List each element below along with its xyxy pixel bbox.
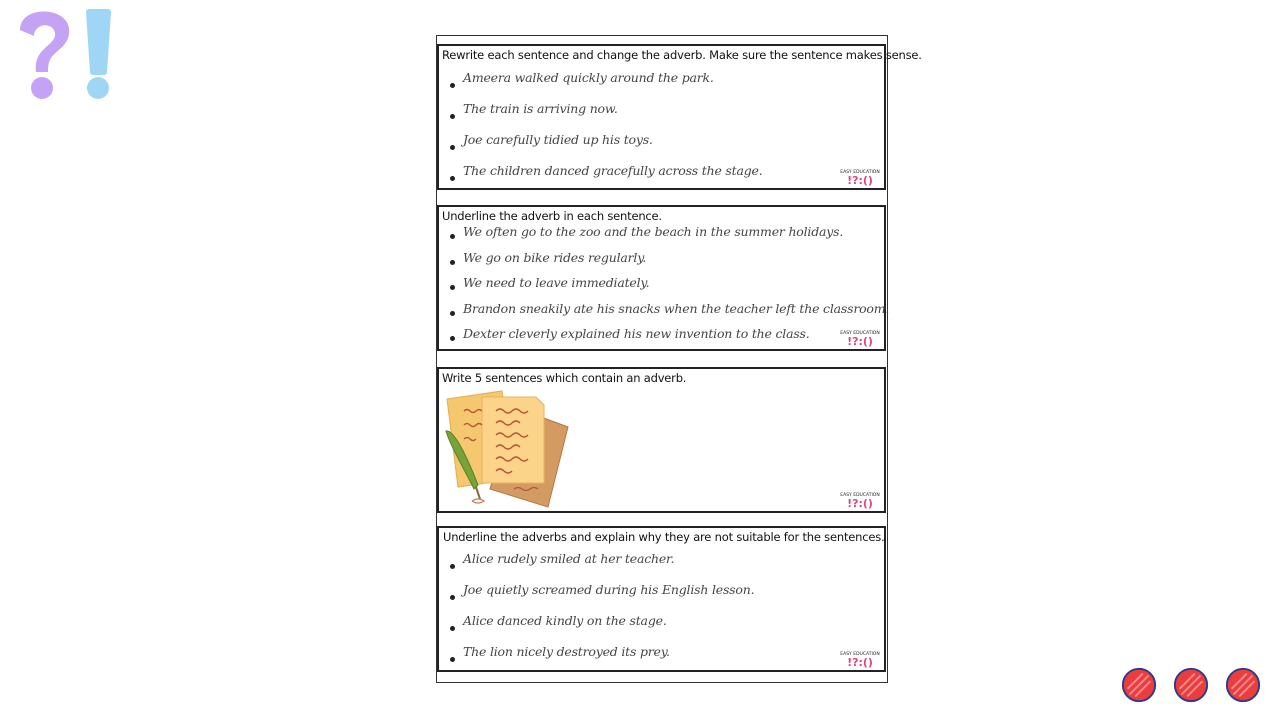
easy-education-logo — [838, 491, 882, 509]
sentence-item: The children danced gracefully across the stage. — [449, 163, 762, 194]
sentence-item: Alice rudely smiled at her teacher. — [449, 551, 754, 582]
sentence-item: Joe quietly screamed during his English lesson. — [449, 582, 754, 613]
sentence-list — [449, 551, 754, 675]
easy-education-logo — [838, 168, 882, 186]
logo-text-bottom: !?:() — [847, 497, 873, 509]
scribble-dot-icon[interactable] — [1172, 666, 1210, 704]
logo-text-top: EASY EDUCATION — [840, 493, 880, 498]
sentence-item: Brandon sneakily ate his snacks when the teacher left the classroom. — [449, 301, 889, 327]
sentence-list — [449, 224, 889, 352]
sentence-item: The lion nicely destroyed its prey. — [449, 644, 754, 675]
logo-text-top: EASY EDUCATION — [840, 170, 880, 175]
task-card-rewrite — [437, 44, 922, 190]
task-title: Rewrite each sentence and change the adverb. Make sure the sentence makes sense. — [442, 48, 922, 62]
task-title: Underline the adverbs and explain why they are not suitable for the sentences. — [443, 530, 885, 544]
logo-text-top: EASY EDUCATION — [840, 652, 880, 657]
worksheet — [436, 35, 922, 683]
scribble-dot-icon[interactable] — [1120, 666, 1158, 704]
question-exclamation-icon — [10, 8, 120, 104]
sentence-item: We go on bike rides regularly. — [449, 250, 889, 276]
easy-education-logo — [838, 329, 882, 347]
papers-quill-icon — [444, 389, 569, 509]
sentence-item: Alice danced kindly on the stage. — [449, 613, 754, 644]
sentence-item: Dexter cleverly explained his new invention to the class. — [449, 326, 889, 352]
logo-text-bottom: !?:() — [847, 656, 873, 668]
logo-text-top: EASY EDUCATION — [840, 331, 880, 336]
sentence-item: Ameera walked quickly around the park. — [449, 70, 762, 101]
task-card-underline — [437, 205, 890, 351]
sentence-item: We need to leave immediately. — [449, 275, 889, 301]
sentence-item: The train is arriving now. — [449, 101, 762, 132]
task-title: Write 5 sentences which contain an adverb. — [442, 371, 687, 385]
task-card-write — [437, 367, 886, 513]
sentence-list — [449, 70, 762, 194]
task-card-explain — [437, 526, 886, 672]
logo-text-bottom: !?:() — [847, 174, 873, 186]
easy-education-logo — [838, 650, 882, 668]
scribble-dot-icon[interactable] — [1224, 666, 1262, 704]
slide-navigation — [1120, 666, 1262, 704]
sentence-item: We often go to the zoo and the beach in the summer holidays. — [449, 224, 889, 250]
task-title: Underline the adverb in each sentence. — [442, 209, 662, 223]
sentence-item: Joe carefully tidied up his toys. — [449, 132, 762, 163]
logo-text-bottom: !?:() — [847, 335, 873, 347]
